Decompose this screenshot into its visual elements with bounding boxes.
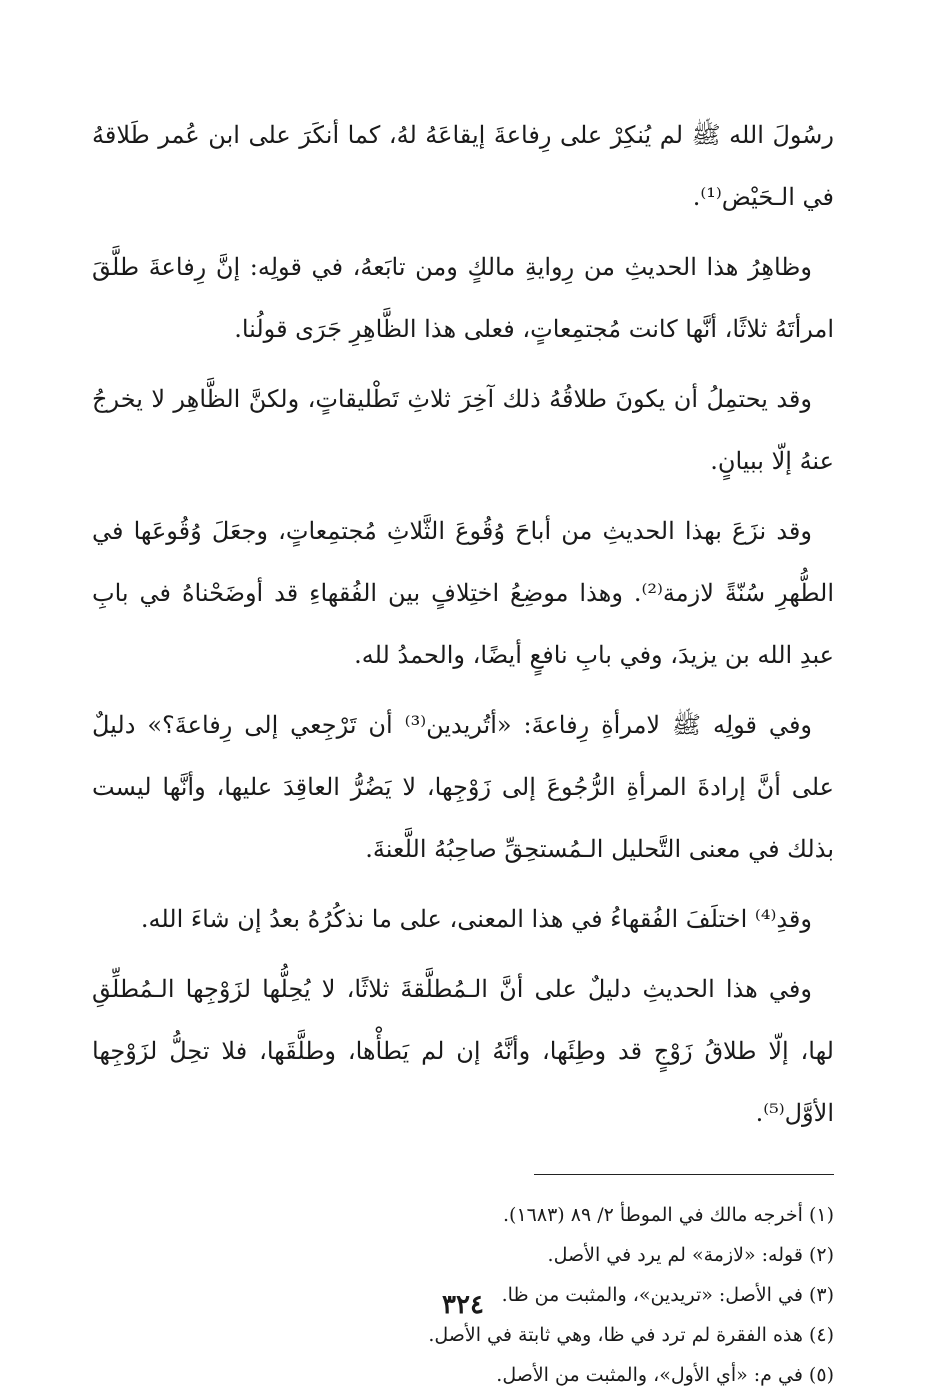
page-number: ٣٢٤: [442, 1290, 484, 1320]
footnote-4: (٤) هذه الفقرة لم ترد في ظا، وهي ثابتة في الأصل.: [428, 1324, 834, 1346]
paragraph-1: رسُولَ الله ﷺ لم يُنكِرْ على رِفاعةَ إيقاعَهُ لهُ، كما أنكَرَ على ابن عُمر طَلاقهُ في الـحَيْض⁽¹⁾.: [92, 121, 834, 211]
paragraph-3: وقد يحتمِلُ أن يكونَ طلاقُهُ ذلك آخِرَ ثلاثِ تَطْليقاتٍ، ولكنَّ الظَّاهِر لا يخرجُ عنهُ إلّا ببيانٍ.: [92, 385, 834, 475]
footnote-5: (٥) في م: «أي الأول»، والمثبت من الأصل.: [496, 1364, 834, 1386]
main-text: [92, 104, 834, 1144]
paragraph-4: وقد نزَعَ بهذا الحديثِ من أباحَ وُقُوعَ الثَّلاثِ مُجتمِعاتٍ، وجعَلَ وُقُوعَها في الطُّهرِ سُنّةً لازمة⁽²⁾. وهذا موضِعُ اختِلافٍ بين الفُقهاءِ قد أوضَحْناهُ في بابِ عبدِ الله بن يزيدَ، وفي بابِ نافعٍ أيضًا، والحمدُ لله.: [92, 517, 834, 669]
paragraph-6: وقدِ⁽⁴⁾ اختلَفَ الفُقهاءُ في هذا المعنى، على ما نذكُرُهُ بعدُ إن شاءَ الله.: [140, 905, 812, 933]
paragraph-7: وفي هذا الحديثِ دليلٌ على أنَّ الـمُطلَّقةَ ثلاثًا، لا يُحِلُّها لزَوْجِها الـمُطلِّقِ لها، إلّا طلاقُ زَوْجٍ قد وطِئَها، وأنَّهُ إن لم يَطأْها، وطلَّقَها، فلا تحِلُّ لزَوْجِها الأوَّل⁽⁵⁾.: [92, 975, 834, 1127]
footnote-3: (٣) في الأصل: «تريدين»، والمثبت من ظا.: [501, 1284, 834, 1306]
footnote-separator: [534, 1174, 834, 1175]
paragraph-5: وفي قولِه ﷺ لامرأةِ رِفاعةَ: «أتُريدين⁽³⁾ أن تَرْجِعي إلى رِفاعةَ؟» دليلٌ على أنَّ إرادةَ المرأةِ الرُّجُوعَ إلى زَوْجِها، لا يَضُرُّ العاقِدَ عليها، وأنَّها ليست بذلك في معنى التَّحليل الـمُستحِقِّ صاحِبُهُ اللَّعنةَ.: [92, 711, 834, 863]
footnote-2: (٢) قوله: «لازمة» لم يرد في الأصل.: [547, 1244, 834, 1266]
paragraph-2: وظاهِرُ هذا الحديثِ من رِوايةِ مالكٍ ومن تابَعهُ، في قولِه: إنَّ رِفاعةَ طلَّقَ امرأتَهُ ثلاثًا، أنَّها كانت مُجتمِعاتٍ، فعلى هذا الظَّاهِرِ جَرَى قولُنا.: [92, 253, 834, 343]
footnote-1: (١) أخرجه مالك في الموطأ ٢/ ٨٩ (١٦٨٣).: [503, 1204, 834, 1226]
